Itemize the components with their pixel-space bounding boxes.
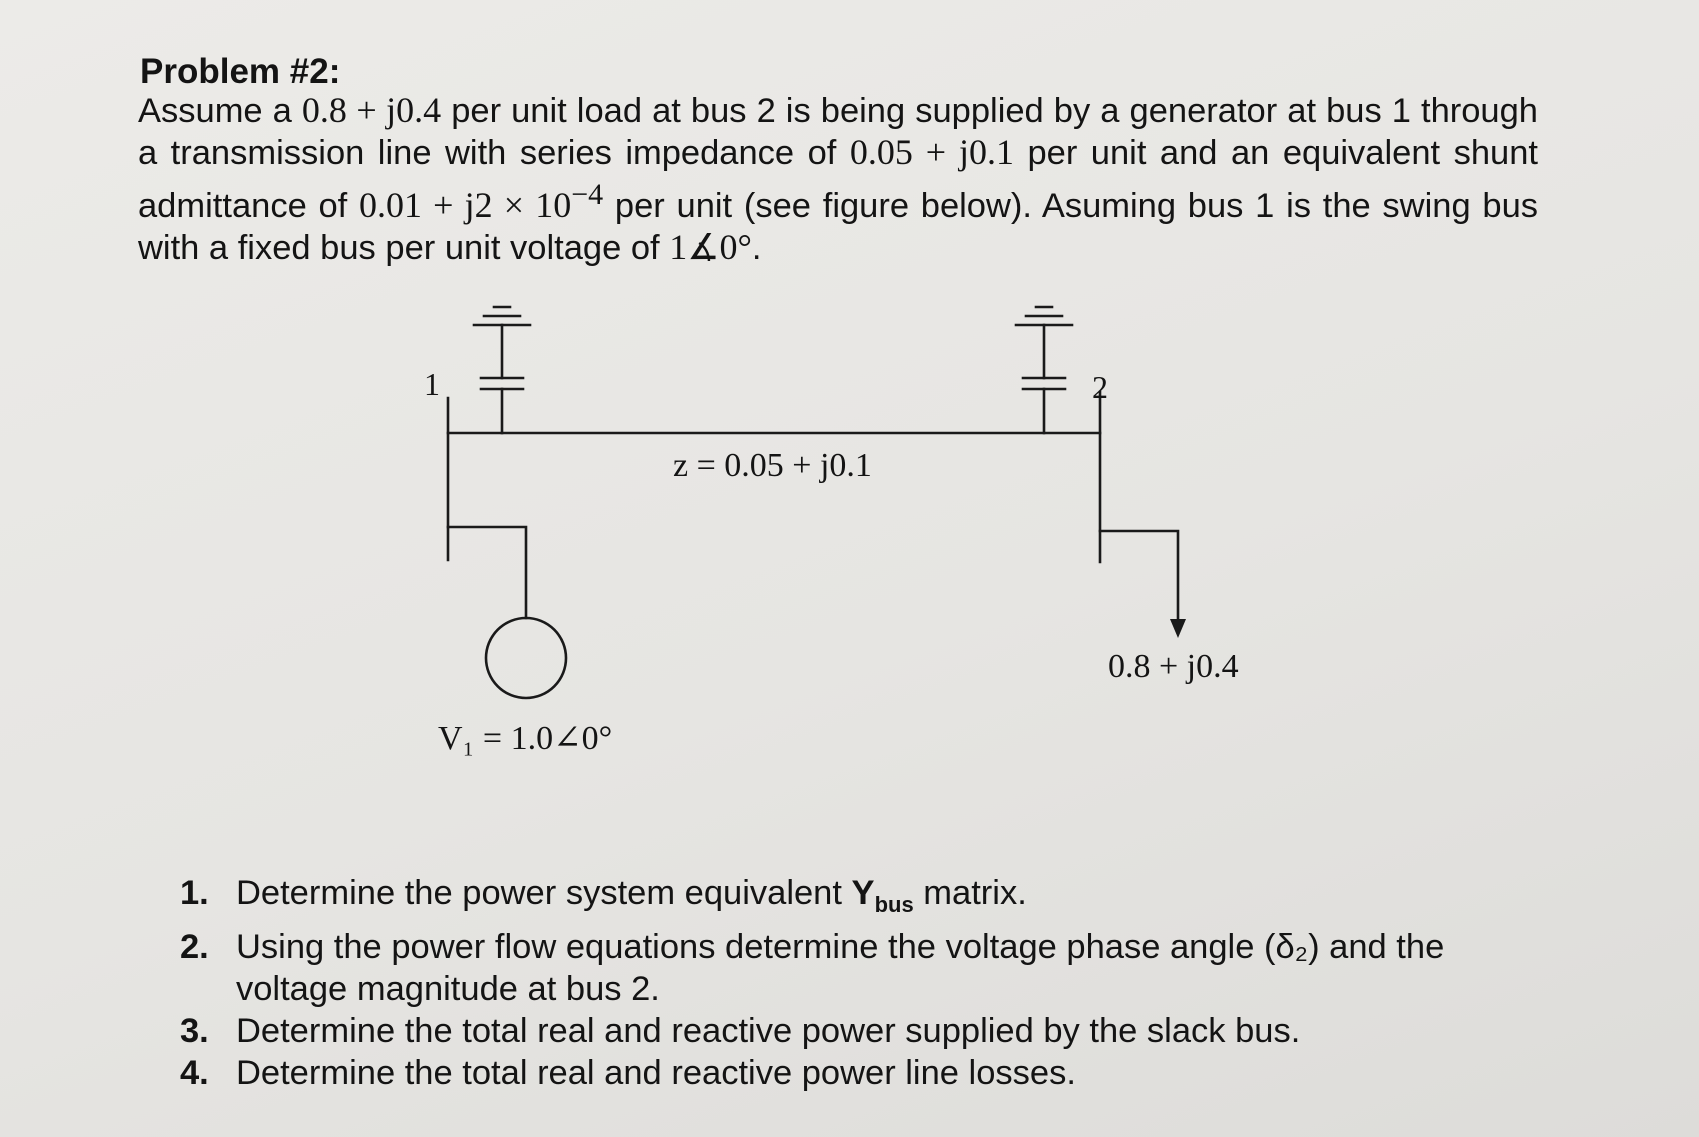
question-number: 1. — [180, 874, 209, 912]
list-item — [180, 872, 1560, 926]
intro-text-3: per unit and an equivalent shunt admittance of — [138, 134, 1538, 225]
question-number: 4. — [180, 1053, 209, 1092]
load-arrow-icon — [1170, 619, 1186, 638]
voltage-value: 1∡0° — [669, 227, 752, 267]
intro-text-1: Assume a — [138, 92, 302, 130]
list-item — [180, 926, 1560, 1010]
question-list — [180, 872, 1560, 1094]
ground-icon — [1016, 307, 1072, 325]
load-value: 0.8 + j0.4 — [301, 90, 442, 130]
generator-lead — [448, 527, 526, 618]
bus-1-label: 1 — [424, 366, 440, 402]
intro-text-5: . — [751, 229, 762, 267]
list-item — [180, 1052, 1560, 1094]
problem-title: Problem #2: — [140, 52, 341, 91]
admittance-base: 0.01 + j2 × 10 — [359, 185, 572, 225]
ground-icon — [474, 307, 530, 325]
load-lead — [1100, 531, 1178, 620]
question-text: matrix. — [913, 874, 1027, 912]
generator-voltage-label: V₁ = 1.0∠0° — [438, 720, 613, 757]
question-text: Determine the total real and reactive power line losses. — [236, 1053, 1076, 1092]
shunt-capacitor-bus-1 — [481, 325, 523, 433]
line-impedance-label: z = 0.05 + j0.1 — [673, 447, 872, 484]
question-number: 2. — [180, 927, 209, 966]
admittance-exponent: −4 — [571, 178, 604, 211]
load-label: 0.8 + j0.4 — [1108, 648, 1239, 685]
ybus-symbol: $Y_{bus}$ — [851, 874, 914, 917]
intro-text-2: per unit load at bus 2 is being supplied by a generator at bus 1 through a transmission line with series impedance of — [138, 92, 1538, 172]
shunt-capacitor-bus-2 — [1023, 325, 1065, 433]
generator-icon — [486, 618, 566, 698]
impedance-value: 0.05 + j0.1 — [849, 132, 1014, 172]
question-text: Determine the total real and reactive power supplied by the slack bus. — [236, 1011, 1301, 1050]
bus-2-label: 2 — [1092, 369, 1108, 405]
question-text: Using the power flow equations determine the voltage phase angle (δ₂) and the voltage magnitude at bus 2. — [236, 927, 1445, 1008]
question-text: Determine the power system equivalent — [236, 874, 852, 912]
list-item — [180, 1010, 1560, 1052]
intro-text-4: per unit (see figure below). Asuming bus 1 is the swing bus with a fixed bus per unit voltage of — [138, 187, 1539, 267]
question-number: 3. — [180, 1011, 209, 1050]
